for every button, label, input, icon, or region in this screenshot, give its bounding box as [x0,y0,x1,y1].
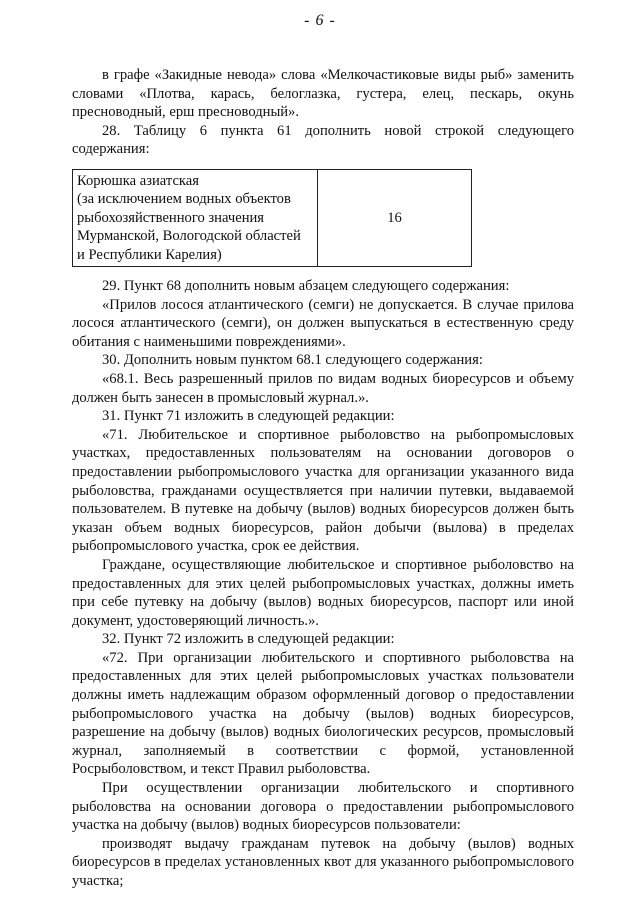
paragraph-nets-amendment: в графе «Закидные невода» слова «Мелкочастиковые виды рыб» заменить словами «Плотва, карась, белоглазка, густера, елец, пескарь, окунь пресноводный, ерш пресноводный». [72,67,574,121]
document-body [72,66,574,891]
species-name-line: и Республики Карелия) [77,246,222,263]
species-name-line: Мурманской, Вологодской областей [77,228,301,245]
species-name-line: Корюшка азиатская [77,172,199,189]
species-name-line: (за исключением водных объектов [77,191,291,208]
paragraph-72: «72. При организации любительского и спортивного рыболовства на предоставленных для этих целей рыбопромысловых участках пользователи должны иметь надлежащим образом оформленный договор о предоставлении рыбопромыслового участка на добычу (вылов) водных биоресурсов, разрешение на добычу (вылов) водных биологических ресурсов, промысловый журнал, заполняемый в соответствии с формой, установленной Росрыболовством, и текст Правил рыболовства. [72,649,574,778]
paragraph-item-28: 28. Таблицу 6 пункта 61 дополнить новой строкой следующего содержания: [72,122,574,158]
paragraph-71: «71. Любительское и спортивное рыболовство на рыбопромысловых участках, предоставленных пользователям на основании договоров о предоставлении рыбопромыслового участка для организации указанного вида рыболовства, гражданами осуществляется при наличии путевки, выдаваемой пользователем. В путевке на добычу (вылов) водных биоресурсов должен быть указан объем водных биоресурсов, район добычи (вылова) в пределах рыбопромыслового участка, срок ее действия. [72,426,574,555]
page-number: - 6 - [304,12,336,29]
species-name-cell [73,169,318,266]
paragraph-salmon-bycatch: «Прилов лосося атлантического (семги) не допускается. В случае прилова лосося атлантического (семги), он должен выпускаться в естественную среду обитания с наименьшими повреждениями». [72,296,574,350]
species-table [72,169,472,267]
paragraph-item-29: 29. Пункт 68 дополнить новым абзацем следующего содержания: [102,278,510,294]
table-row [73,169,472,266]
paragraph-68-1: «68.1. Весь разрешенный прилов по видам водных биоресурсов и объему должен быть занесен в промысловый журнал.». [72,370,574,406]
paragraph-item-32: 32. Пункт 72 изложить в следующей редакции: [102,631,395,648]
paragraph-organization: При осуществлении организации любительского и спортивного рыболовства на основании договора о предоставлении рыбопромыслового участка на добычу (вылов) водных биоресурсов пользователи: [72,780,574,834]
species-name-line: рыбохозяйственного значения [77,209,265,226]
paragraph-citizens: Граждане, осуществляющие любительское и спортивное рыболовство на предоставленных для этих целей рыбопромысловых участках, должны иметь при себе путевку на добычу (вылов) водных биоресурсов, паспорт или иной документ, удостоверяющий личность.». [72,556,574,629]
species-value-cell: 16 [318,169,472,266]
paragraph-item-30: 30. Дополнить новым пунктом 68.1 следующего содержания: [102,352,483,369]
paragraph-item-31: 31. Пункт 71 изложить в следующей редакции: [102,408,395,425]
paragraph-permits: производят выдачу гражданам путевок на добычу (вылов) водных биоресурсов в пределах установленных квот для указанного рыбопромыслового участка; [72,835,574,889]
